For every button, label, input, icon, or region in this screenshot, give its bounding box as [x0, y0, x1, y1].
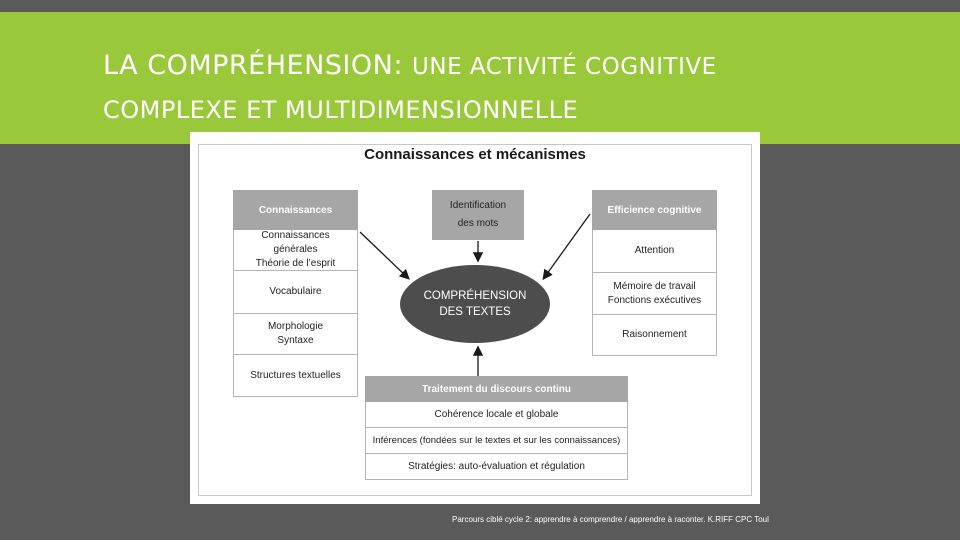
- efficience-item: Mémoire de travail Fonctions exécutives: [592, 273, 717, 315]
- arrow-from-connaissances: [360, 232, 408, 278]
- traitement-item: Inférences (fondées sur le textes et sur les connaissances): [365, 428, 628, 454]
- slide-footer: Parcours ciblé cycle 2: apprendre à comprendre / apprendre à raconter. K.RIFF CPC Toul: [452, 515, 769, 524]
- top-border: [0, 0, 960, 12]
- connaissances-item: Connaissances générales Théorie de l’esprit: [233, 230, 358, 271]
- slide-title-line-2: COMPLEXE ET MULTIDIMENSIONNELLE: [103, 96, 579, 124]
- connaissances-item: Vocabulaire: [233, 271, 358, 314]
- diagram-arrows: [190, 132, 760, 504]
- identification-box: Identification des mots: [432, 190, 524, 240]
- connaissances-header: Connaissances: [233, 190, 358, 230]
- slide-title-line-1: [103, 50, 717, 81]
- traitement-item: Stratégies: auto-évaluation et régulation: [365, 454, 628, 480]
- efficience-header: Efficience cognitive: [592, 190, 717, 230]
- title-band: [0, 12, 960, 144]
- center-ellipse: COMPRÉHENSION DES TEXTES: [400, 265, 550, 343]
- arrow-from-efficience: [544, 214, 590, 278]
- connaissances-item: Structures textuelles: [233, 355, 358, 397]
- efficience-item: Attention: [592, 230, 717, 273]
- diagram-title: Connaissances et mécanismes: [364, 146, 586, 163]
- connaissances-item: Morphologie Syntaxe: [233, 314, 358, 355]
- slide-title-sub: UNE ACTIVITÉ COGNITIVE: [412, 54, 717, 80]
- traitement-item: Cohérence locale et globale: [365, 402, 628, 428]
- slide-title-main: LA COMPRÉHENSION:: [103, 50, 403, 81]
- traitement-header: Traitement du discours continu: [365, 376, 628, 402]
- diagram-figure: [190, 132, 760, 504]
- efficience-item: Raisonnement: [592, 315, 717, 356]
